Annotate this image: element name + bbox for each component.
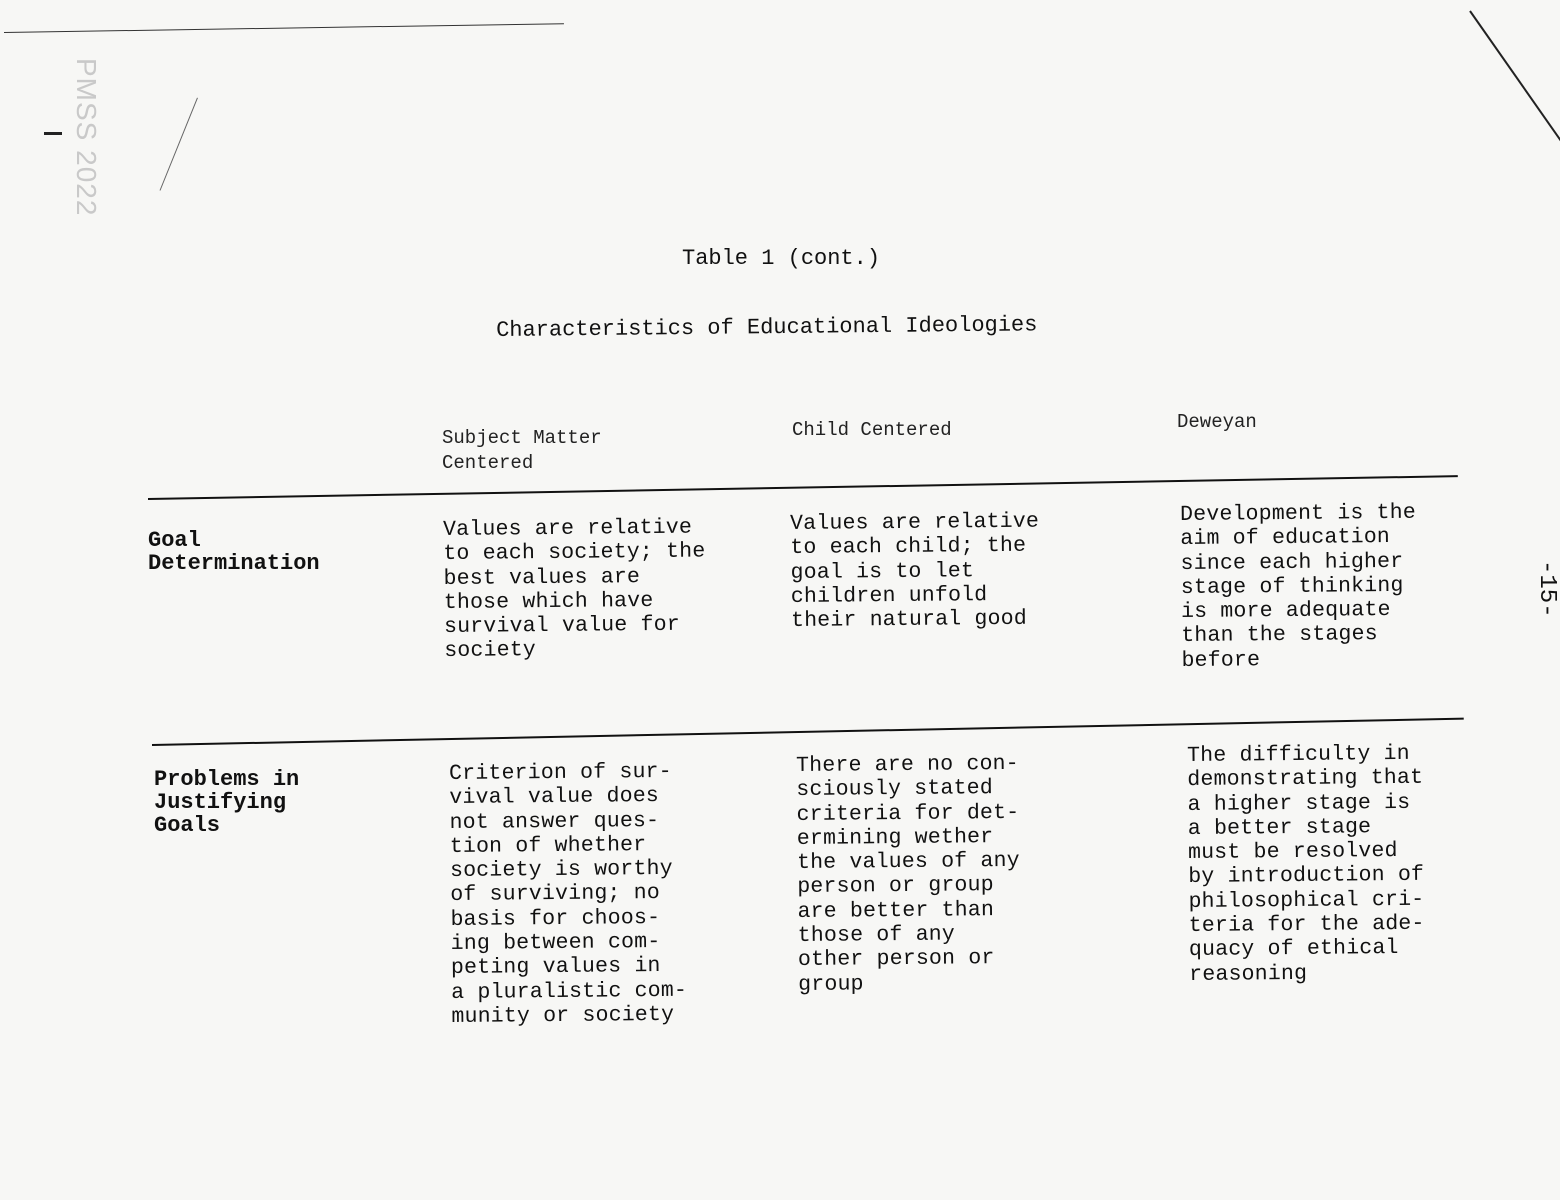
corner-fold-line — [1469, 10, 1560, 154]
pencil-stroke — [160, 98, 198, 191]
header-rule — [148, 475, 1458, 500]
cell-goal-child-centered: Values are relative to each child; the goal is to let children unfold their natural good — [790, 509, 1040, 634]
archive-stamp: PMSS 2022 — [71, 58, 102, 217]
top-edge-line — [4, 23, 564, 33]
row-separator-rule — [152, 718, 1464, 746]
cell-problems-deweyan: The difficulty in demonstrating that a higher stage is a better stage must be resolved by introduction of philosophical cri- teria for the ade- quacy of ethical reasoning — [1187, 741, 1425, 987]
row-label-problems-justifying-goals: Problems in Justifying Goals — [154, 767, 300, 838]
table-label: Table 1 (cont.) — [682, 246, 881, 271]
page-number: -15- — [1533, 560, 1560, 618]
cell-goal-deweyan: Development is the aim of education since each higher stage of thinking is more adequate than the stages before — [1180, 500, 1417, 673]
column-header-child-centered: Child Centered — [792, 419, 952, 441]
row-label-goal-determination: Goal Determination — [148, 528, 320, 576]
table-title: Characteristics of Educational Ideologies — [496, 312, 1038, 343]
cell-goal-subject-matter: Values are relative to each society; the best values are those which have survival value for society — [443, 515, 706, 664]
cell-problems-child-centered: There are no con- sciously stated criteria for det- ermining wether the values of any person or group are better than those of any other person or group — [796, 751, 1020, 997]
scan-mark — [44, 132, 62, 135]
column-header-deweyan: Deweyan — [1177, 411, 1257, 433]
column-header-subject-matter: Subject Matter Centered — [442, 427, 602, 474]
cell-problems-subject-matter: Criterion of sur- vival value does not answer ques- tion of whether society is worthy of surviving; no basis for choos- ing between com- peting values in a pluralistic com- munity or society — [449, 759, 688, 1029]
